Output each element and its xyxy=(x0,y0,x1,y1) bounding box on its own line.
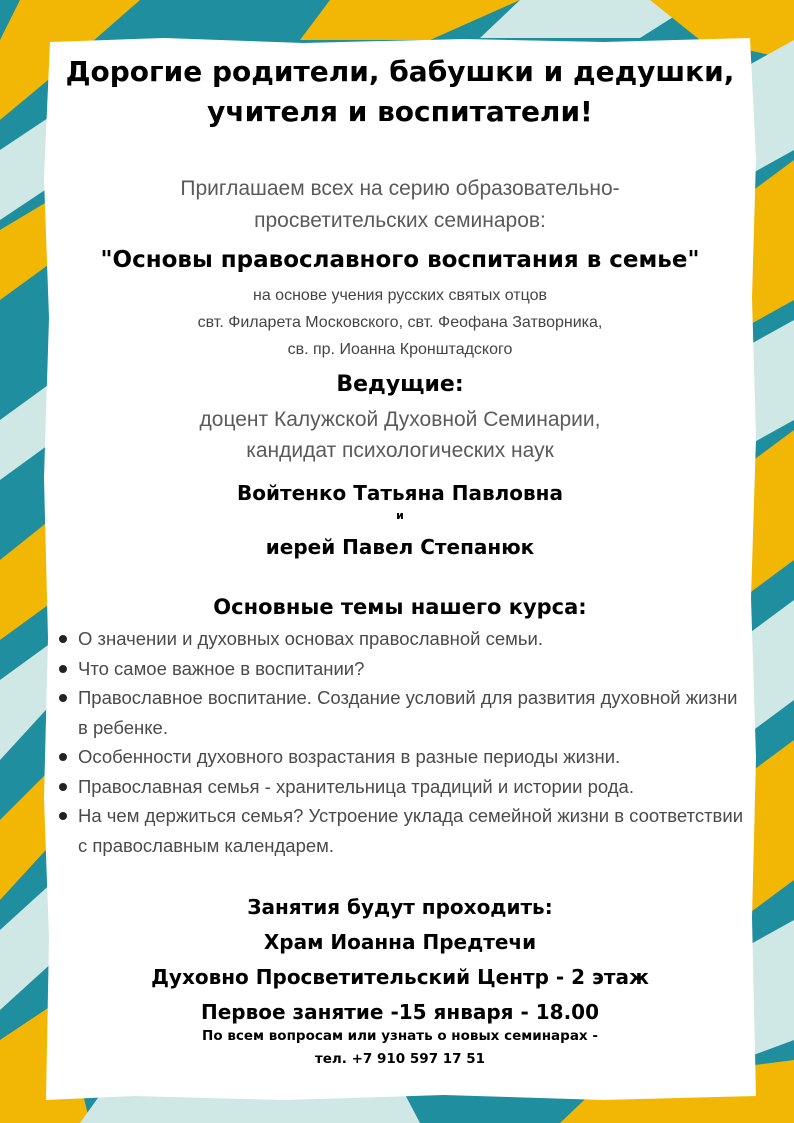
venue-line-4: Первое занятие -15 января - 18.00 xyxy=(200,1000,599,1024)
page-title: Дорогие родители, бабушки и дедушки, учителя и воспитатели! xyxy=(65,55,735,128)
basis-line-1: на основе учения русских святых отцов xyxy=(252,287,548,304)
list-item: На чем держиться семья? Устроение уклада семейной жизни в соответствии с православным календарем. xyxy=(58,801,748,860)
basis-text xyxy=(46,282,754,363)
list-item: Православное воспитание. Создание условий для развития духовной жизни в ребенке. xyxy=(58,683,748,742)
invitation-line-2: просветительских семинаров: xyxy=(254,209,546,232)
host-conjunction: и xyxy=(396,509,404,522)
host-role-line-2: кандидат психологических наук xyxy=(246,439,554,462)
seminar-title: "Основы православного воспитания в семье" xyxy=(100,247,700,273)
flyer-content xyxy=(46,40,754,1098)
host-role-line-1: доцент Калужской Духовной Семинарии, xyxy=(199,408,601,431)
hosts-heading: Ведущие: xyxy=(336,372,464,397)
host-name-2: иерей Павел Степанюк xyxy=(265,535,535,559)
venue-info xyxy=(46,890,754,1030)
contact-info xyxy=(46,1025,754,1071)
topics-list xyxy=(58,624,748,860)
contact-line-1: По всем вопросам или узнать о новых семинарах - xyxy=(202,1028,598,1044)
basis-line-2: свт. Филарета Московского, свт. Феофана Затворника, xyxy=(197,314,603,331)
topics-heading: Основные темы нашего курса: xyxy=(213,595,587,619)
list-item: Особенности духовного возрастания в разные периоды жизни. xyxy=(58,742,748,772)
list-item: Православная семья - хранительница традиций и истории рода. xyxy=(58,772,748,802)
list-item: О значении и духовных основах православной семьи. xyxy=(58,624,748,654)
venue-line-2: Храм Иоанна Предтечи xyxy=(263,930,537,954)
invitation-line-1: Приглашаем всех на серию образовательно- xyxy=(180,177,620,200)
invitation-text xyxy=(46,173,754,237)
venue-line-1: Занятия будут проходить: xyxy=(247,895,553,919)
host-role xyxy=(46,404,754,466)
host-name-1: Войтенко Татьяна Павловна xyxy=(237,481,563,505)
list-item: Что самое важное в воспитании? xyxy=(58,654,748,684)
contact-phone: тел. +7 910 597 17 51 xyxy=(314,1051,486,1067)
basis-line-3: св. пр. Иоанна Кронштадского xyxy=(287,341,513,358)
venue-line-3: Духовно Просветительский Центр - 2 этаж xyxy=(151,965,649,989)
